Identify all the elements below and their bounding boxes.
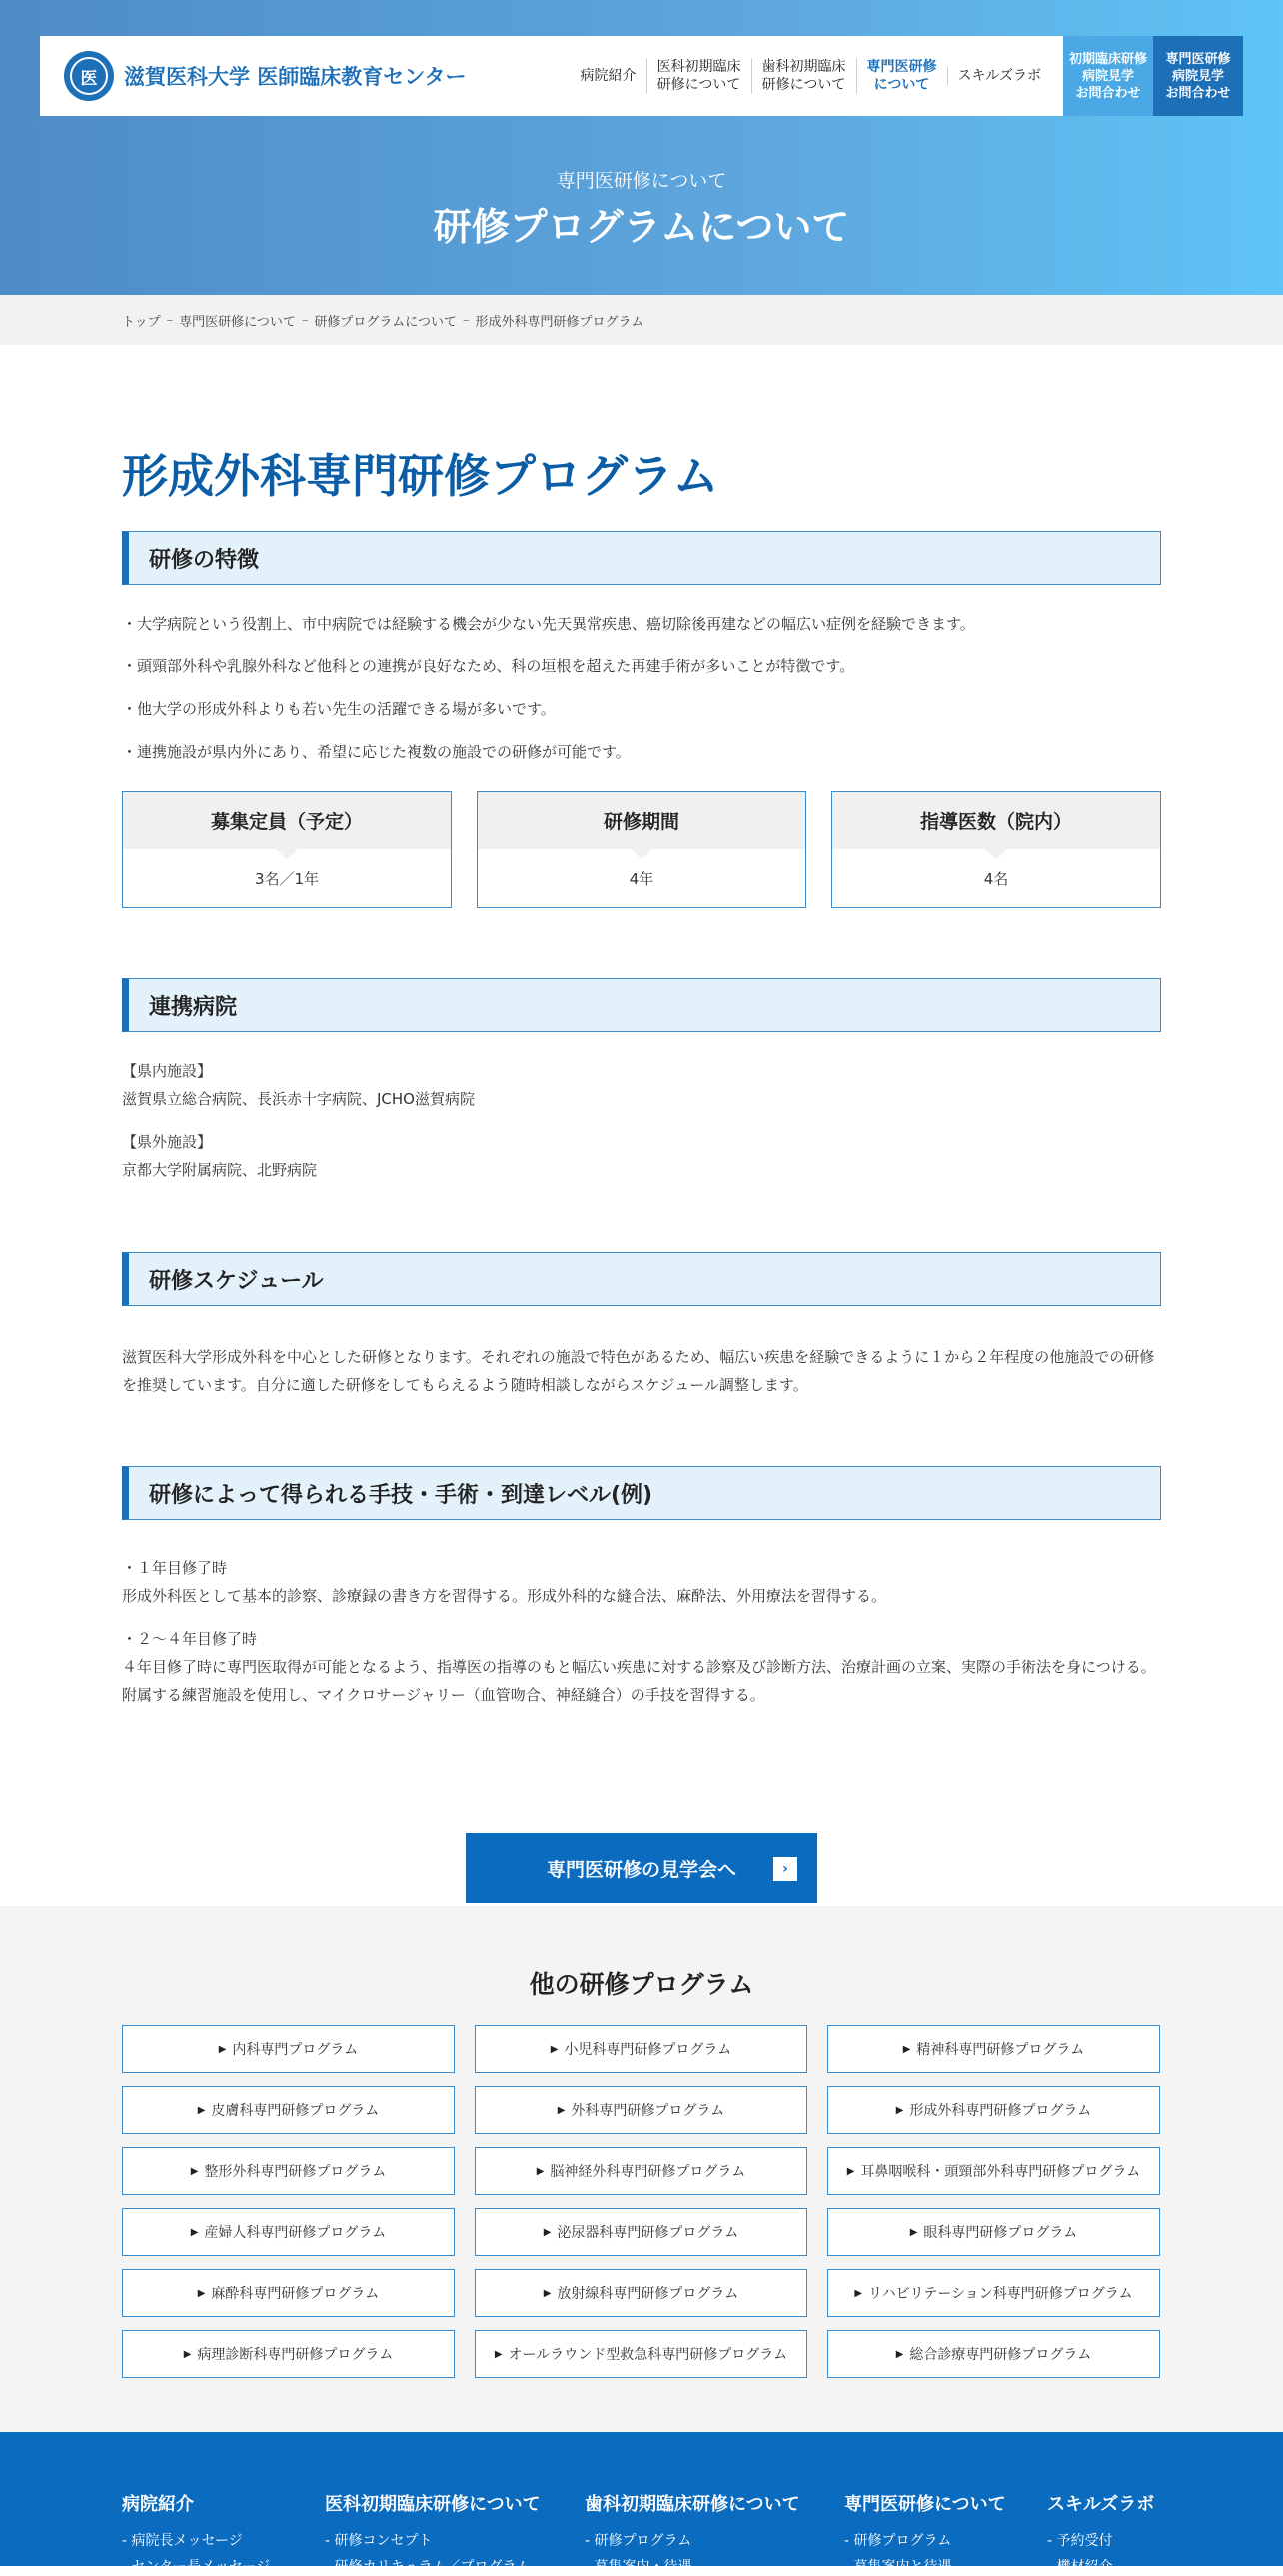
program-link[interactable] xyxy=(122,2086,455,2134)
breadcrumb-separator: – xyxy=(463,312,470,328)
program-link-label: 泌尿器科専門研修プログラム xyxy=(557,2225,739,2241)
footer-col-skills-lab xyxy=(1047,2490,1154,2576)
cta-specialist-training-inquiry[interactable]: 専門医研修 病院見学 お問合わせ xyxy=(1153,36,1243,116)
triangle-right-icon: ▶ xyxy=(218,2043,227,2055)
info-box-label: 募集定員（予定） xyxy=(123,792,451,849)
program-link-label: 小児科専門研修プログラム xyxy=(564,2042,732,2058)
info-box-duration xyxy=(477,791,806,908)
program-link-label: オールラウンド型救急科専門研修プログラム xyxy=(508,2347,788,2363)
skills-year2-4-text: ４年目修了時に専門医取得が可能となるよう、指導医の指導のもと幅広い疾患に対する診察及び診断方法、治療計画の立案、実際の手術法を身につける。附属する練習施設を使用し、マイクロサージャリー（血管吻合、神経縫合）の手技を習得する。 xyxy=(122,1658,1156,1704)
skills-year2-4-label: ・２～４年目修了時 xyxy=(122,1630,258,1648)
program-link-label: リハビリテーション科専門研修プログラム xyxy=(868,2286,1133,2302)
triangle-right-icon: ▶ xyxy=(895,2348,904,2360)
cta-initial-training-inquiry[interactable]: 初期臨床研修 病院見学 お問合わせ xyxy=(1063,36,1153,116)
program-link-label: 病理診断科専門研修プログラム xyxy=(197,2347,394,2363)
breadcrumb xyxy=(0,295,1283,345)
program-link[interactable] xyxy=(827,2330,1160,2378)
specialist-tour-button[interactable] xyxy=(466,1833,817,1903)
chevron-right-icon: › xyxy=(773,1857,797,1881)
schedule-text: 滋賀医科大学形成外科を中心とした研修となります。それぞれの施設で特色があるため、幅広い疾患を経験できるように１から２年程度の他施設での研修を推奨しています。自分に適した研修をしてもらえるよう随時相談しながらスケジュール調整します。 xyxy=(122,1348,1155,1394)
program-link[interactable] xyxy=(122,2208,455,2256)
info-box-instructors xyxy=(831,791,1161,908)
breadcrumb-top[interactable]: トップ xyxy=(122,314,161,330)
partners-in-value: 滋賀県立総合病院、長浜赤十字病院、JCHO滋賀病院 xyxy=(122,1090,475,1108)
other-programs-section xyxy=(0,1906,1283,2432)
program-link[interactable] xyxy=(475,2269,807,2317)
footer-link[interactable]: - 研修プログラム xyxy=(585,2533,692,2549)
breadcrumb-separator: – xyxy=(301,312,309,328)
program-link[interactable] xyxy=(475,2208,807,2256)
logo-emblem-char: 医 xyxy=(70,57,108,95)
program-link[interactable] xyxy=(122,2330,455,2378)
triangle-right-icon: ▶ xyxy=(536,2165,545,2177)
program-link[interactable] xyxy=(122,2025,455,2073)
nav-dental-initial-training[interactable]: 歯科初期臨床 研修について xyxy=(751,58,856,94)
program-link-label: 耳鼻咽喉科・頭頸部外科専門研修プログラム xyxy=(860,2164,1141,2180)
info-box-label: 指導医数（院内） xyxy=(832,792,1160,849)
info-box-value: 3名／1年 xyxy=(254,869,320,888)
info-boxes xyxy=(122,791,1161,908)
triangle-right-icon: ▶ xyxy=(854,2287,863,2299)
logo-text: 滋賀医科大学 医師臨床教育センター xyxy=(124,65,467,89)
header-bar xyxy=(40,36,1243,116)
triangle-right-icon: ▶ xyxy=(895,2104,904,2116)
program-link-label: 麻酔科専門研修プログラム xyxy=(211,2286,380,2302)
triangle-right-icon: ▶ xyxy=(190,2165,199,2177)
main-nav xyxy=(510,36,1051,116)
program-link[interactable] xyxy=(827,2269,1160,2317)
breadcrumb-separator: – xyxy=(166,312,174,328)
triangle-right-icon: ▶ xyxy=(550,2043,559,2055)
feature-item: ・他大学の形成外科よりも若い先生の活躍できる場が多いです。 xyxy=(122,700,556,718)
triangle-right-icon: ▶ xyxy=(197,2104,206,2116)
skills-year1-text: 形成外科医として基本的診察、診療録の書き方を習得する。形成外科的な縫合法、麻酔法、外用療法を習得する。 xyxy=(122,1587,887,1605)
other-programs-title: 他の研修プログラム xyxy=(529,1970,754,1999)
program-link[interactable] xyxy=(827,2025,1160,2073)
footer-link[interactable]: - 募集案内と待遇 xyxy=(844,2559,952,2575)
breadcrumb-programs[interactable]: 研修プログラムについて xyxy=(314,314,457,330)
triangle-right-icon: ▶ xyxy=(557,2104,566,2116)
program-link-label: 精神科専門研修プログラム xyxy=(916,2042,1085,2058)
program-link-label: 整形外科専門研修プログラム xyxy=(204,2164,387,2180)
triangle-right-icon: ▶ xyxy=(494,2348,503,2360)
nav-skills-lab[interactable]: スキルズラボ xyxy=(947,67,1051,85)
hero-title: 研修プログラムについて xyxy=(433,205,850,249)
triangle-right-icon: ▶ xyxy=(543,2226,552,2238)
footer-col-hospital xyxy=(122,2490,270,2576)
info-box-capacity xyxy=(122,791,452,908)
program-link-label: 脳神経外科専門研修プログラム xyxy=(550,2164,746,2180)
specialist-tour-label: 専門医研修の見学会へ xyxy=(546,1858,736,1881)
partners-out-value: 京都大学附属病院、北野病院 xyxy=(122,1161,318,1179)
footer-col-title[interactable]: 専門医研修について xyxy=(844,2494,1006,2515)
program-link-label: 眼科専門研修プログラム xyxy=(923,2225,1078,2241)
footer-col-title[interactable]: 歯科初期臨床研修について xyxy=(585,2494,800,2515)
footer-link[interactable]: - 研修コンセプト xyxy=(325,2533,433,2549)
program-link-label: 形成外科専門研修プログラム xyxy=(909,2103,1092,2119)
info-box-value: 4年 xyxy=(629,869,654,888)
logo-emblem-icon xyxy=(64,51,114,101)
partners-out-label: 【県外施設】 xyxy=(122,1133,213,1151)
triangle-right-icon: ▶ xyxy=(846,2165,855,2177)
program-link-label: 放射線科専門研修プログラム xyxy=(557,2286,739,2302)
triangle-right-icon: ▶ xyxy=(902,2043,911,2055)
nav-hospital-intro[interactable]: 病院紹介 xyxy=(580,68,637,84)
footer-col-title[interactable]: 病院紹介 xyxy=(122,2494,194,2515)
program-link[interactable] xyxy=(122,2269,455,2317)
triangle-right-icon: ▶ xyxy=(197,2287,206,2299)
section-heading-features: 研修の特徴 xyxy=(122,531,1161,585)
program-link-label: 総合診療専門研修プログラム xyxy=(909,2347,1092,2363)
footer-link[interactable]: - 予約受付 xyxy=(1047,2533,1113,2549)
section-heading-skills: 研修によって得られる手技・手術・到達レベル(例) xyxy=(122,1466,1161,1520)
triangle-right-icon: ▶ xyxy=(909,2226,918,2238)
program-link[interactable] xyxy=(827,2147,1160,2195)
footer-col-specialist xyxy=(844,2490,1006,2576)
hero-subtitle: 専門医研修について xyxy=(556,170,727,192)
feature-item: ・頭頸部外科や乳腺外科など他科との連携が良好なため、科の垣根を超えた再建手術が多いことが特徴です。 xyxy=(122,657,855,675)
footer-col-dental xyxy=(585,2490,800,2576)
skills-year1-label: ・１年目修了時 xyxy=(122,1559,228,1577)
feature-item: ・連携施設が県内外にあり、希望に応じた複数の施設での研修が可能です。 xyxy=(122,743,631,761)
program-link[interactable] xyxy=(475,2025,807,2073)
nav-medical-initial-training[interactable]: 医科初期臨床 研修について xyxy=(646,58,751,94)
footer-col-title[interactable]: 医科初期臨床研修について xyxy=(325,2494,541,2515)
footer-link[interactable]: - センター長メッセージ xyxy=(122,2559,271,2575)
program-link-label: 皮膚科専門研修プログラム xyxy=(211,2103,380,2119)
program-link[interactable] xyxy=(475,2086,807,2134)
hero-banner xyxy=(0,0,1283,295)
triangle-right-icon: ▶ xyxy=(190,2226,199,2238)
site-footer xyxy=(0,2432,1283,2575)
partners-in-label: 【県内施設】 xyxy=(122,1062,213,1080)
breadcrumb-specialist[interactable]: 専門医研修について xyxy=(179,314,296,330)
footer-col-medical xyxy=(325,2490,541,2576)
nav-specialist-training[interactable]: 専門医研修 について xyxy=(856,58,947,94)
breadcrumb-current: 形成外科専門研修プログラム xyxy=(475,314,644,330)
other-programs-grid xyxy=(122,2025,1161,2378)
footer-col-title[interactable]: スキルズラボ xyxy=(1047,2494,1155,2515)
footer-link[interactable]: - 研修プログラム xyxy=(844,2533,952,2549)
program-link[interactable] xyxy=(827,2208,1160,2256)
program-link[interactable] xyxy=(827,2086,1160,2134)
footer-link[interactable]: - 機材紹介 xyxy=(1047,2559,1113,2575)
page-title: 形成外科専門研修プログラム xyxy=(122,449,719,503)
site-logo[interactable] xyxy=(40,36,510,116)
triangle-right-icon: ▶ xyxy=(543,2287,552,2299)
footer-link[interactable]: - 病院長メッセージ xyxy=(122,2533,243,2549)
program-link-label: 内科専門プログラム xyxy=(232,2042,359,2058)
feature-item: ・大学病院という役割上、市中病院では経験する機会が少ない先天異常疾患、癌切除後再建などの幅広い症例を経験できます。 xyxy=(122,615,975,633)
section-heading-schedule: 研修スケジュール xyxy=(122,1252,1161,1306)
info-box-label: 研修期間 xyxy=(478,792,805,849)
footer-link[interactable]: - 募集案内・待遇 xyxy=(585,2559,692,2575)
program-link[interactable] xyxy=(122,2147,455,2195)
program-link-label: 産婦人科専門研修プログラム xyxy=(204,2225,387,2241)
program-link[interactable] xyxy=(475,2147,807,2195)
triangle-right-icon: ▶ xyxy=(183,2348,192,2360)
program-link-label: 外科専門研修プログラム xyxy=(571,2103,725,2119)
program-link[interactable] xyxy=(475,2330,807,2378)
section-heading-partners: 連携病院 xyxy=(122,978,1161,1032)
footer-link[interactable]: - 研修カリキュラム／プログラム xyxy=(325,2559,531,2575)
info-box-value: 4名 xyxy=(983,869,1009,888)
